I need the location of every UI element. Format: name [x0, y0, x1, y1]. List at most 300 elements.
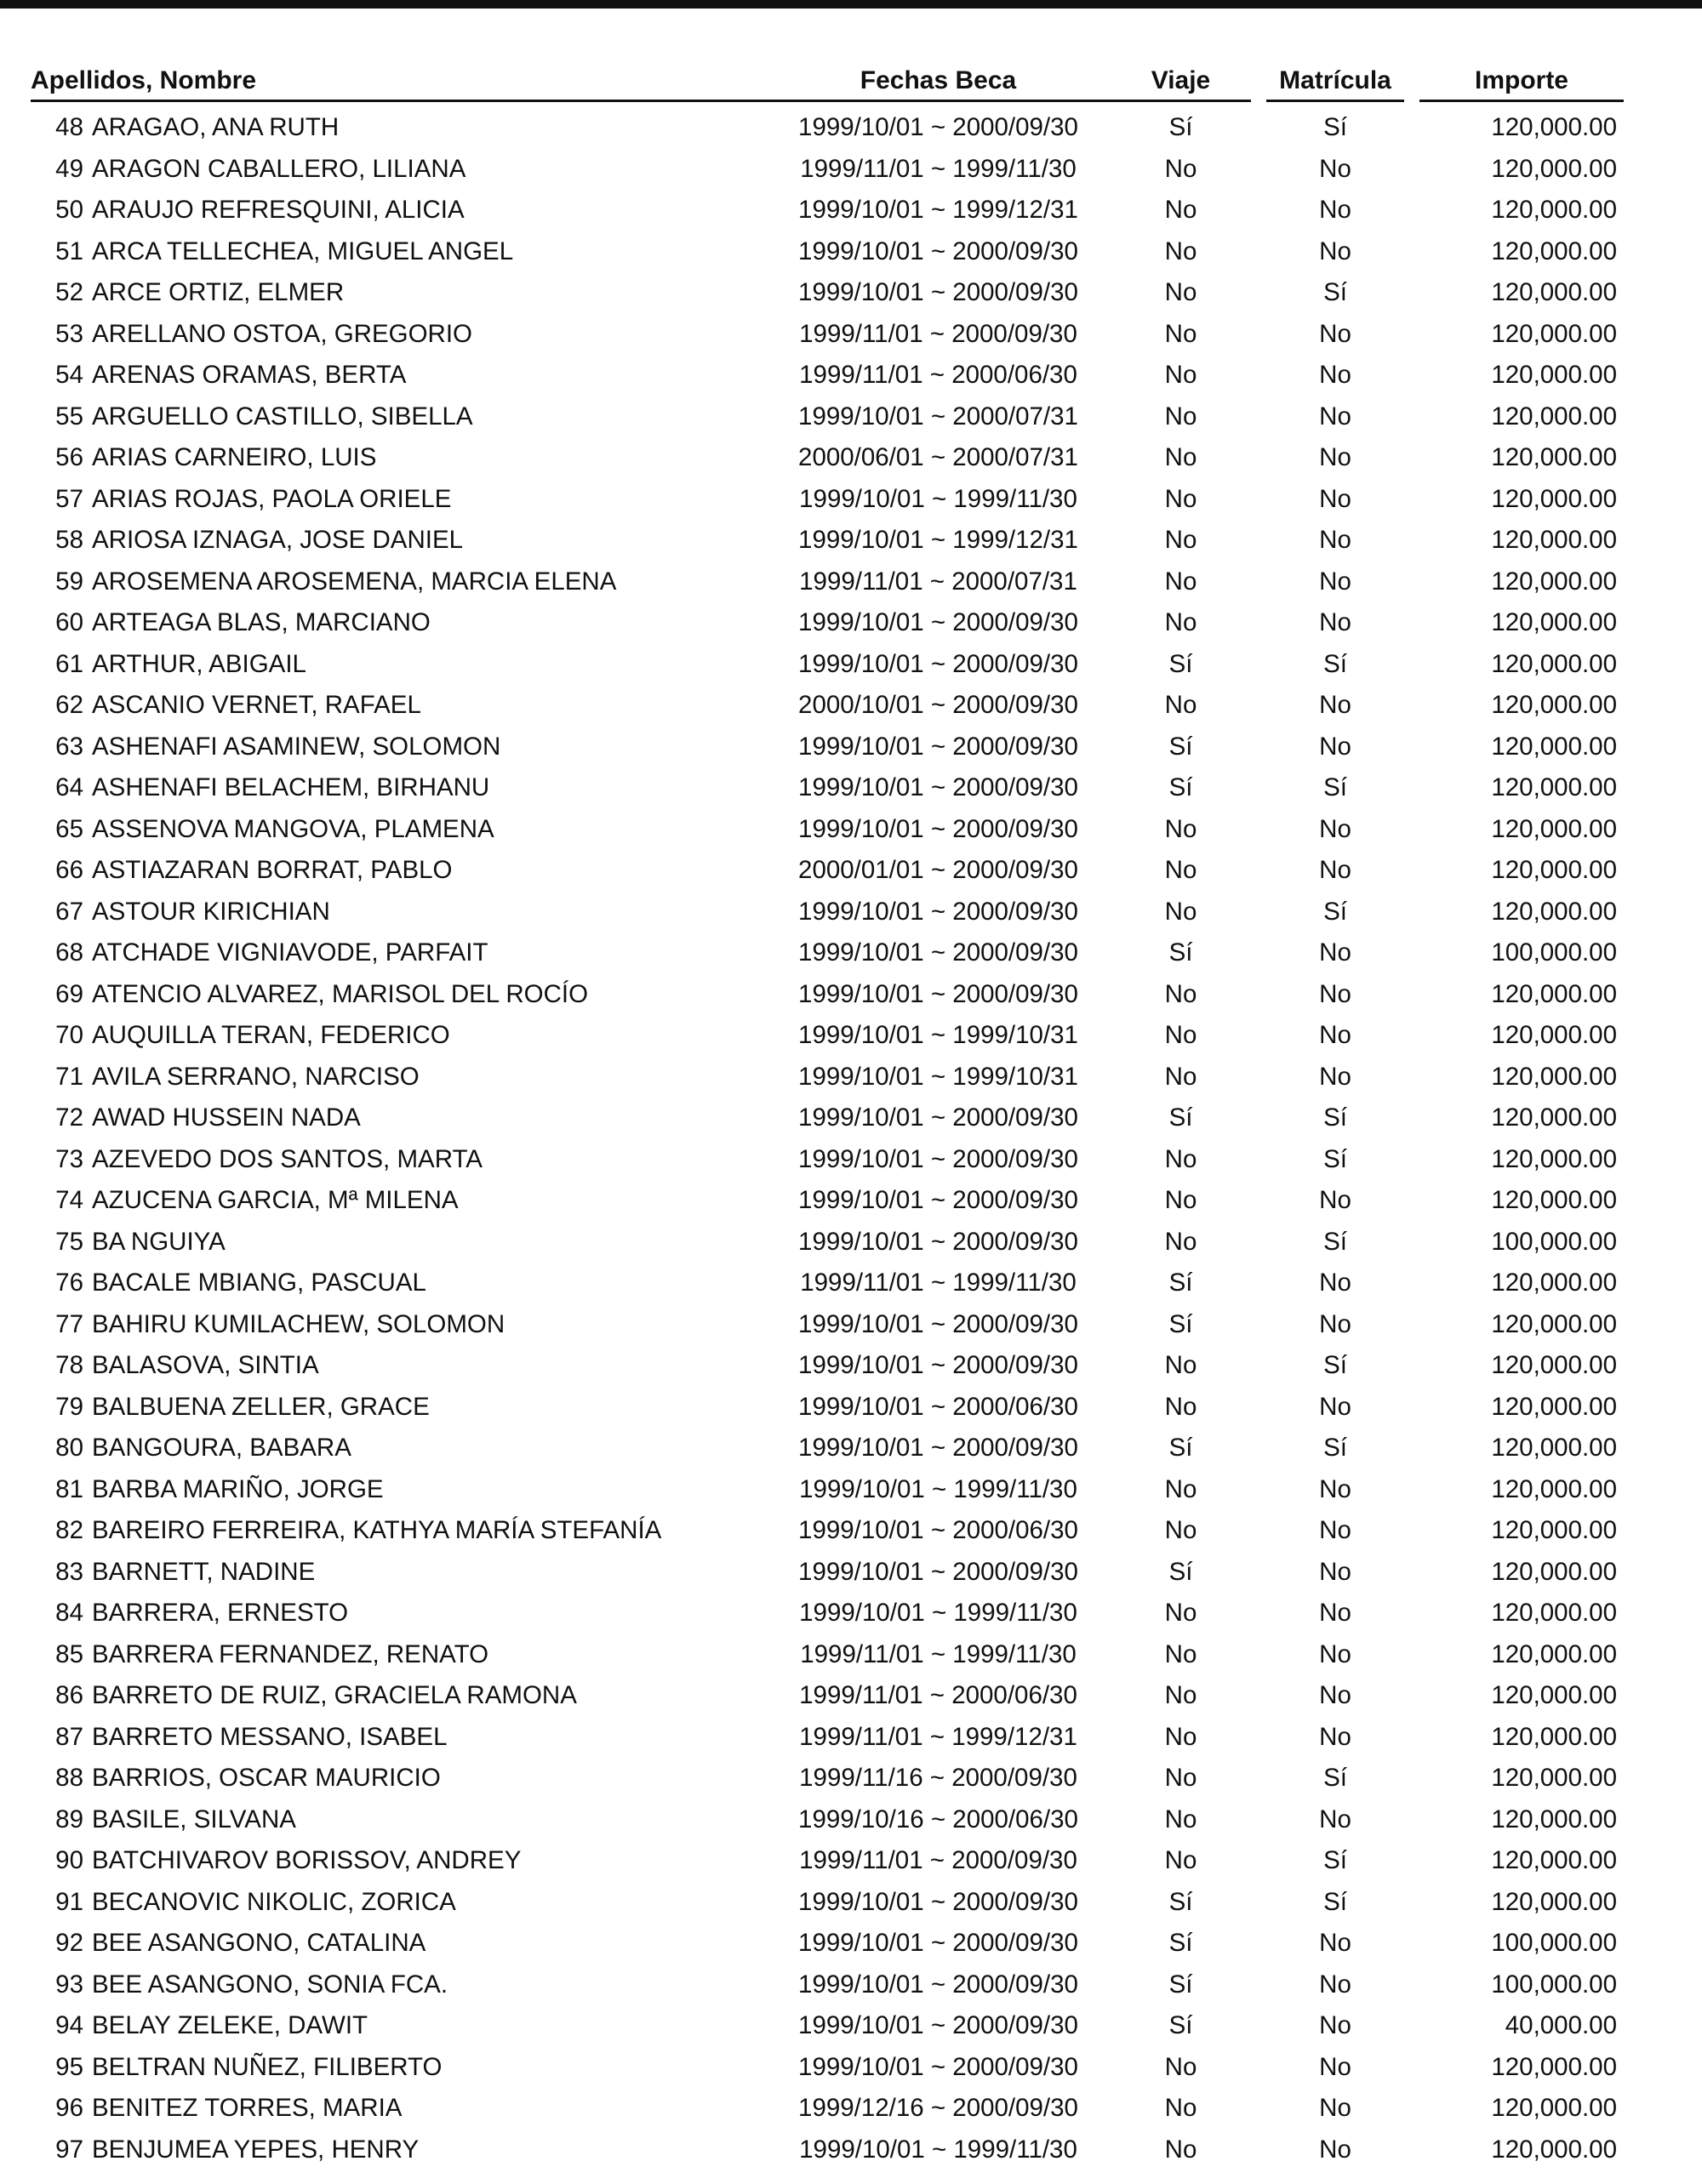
row-name: ARIAS CARNEIRO, LUIS	[92, 443, 377, 471]
row-dates: 1999/10/01 ~ 2000/09/30	[798, 278, 1078, 306]
row-name: BECANOVIC NIKOLIC, ZORICA	[92, 1887, 456, 1916]
row-name: ARENAS ORAMAS, BERTA	[92, 361, 407, 389]
row-name: ASHENAFI BELACHEM, BIRHANU	[92, 773, 490, 801]
table-row	[0, 1510, 1702, 1552]
row-number: 73	[55, 1144, 83, 1173]
row-dates: 1999/10/01 ~ 2000/06/30	[798, 1392, 1078, 1421]
row-dates: 1999/10/01 ~ 2000/09/30	[798, 649, 1078, 678]
row-importe: 120,000.00	[1491, 567, 1617, 596]
table-row	[0, 1345, 1702, 1387]
row-number: 72	[55, 1103, 83, 1132]
row-number: 74	[55, 1186, 83, 1214]
row-importe: 120,000.00	[1491, 1021, 1617, 1049]
row-name: BENJUMEA YEPES, HENRY	[92, 2135, 420, 2164]
header-viaje: Viaje	[1111, 66, 1251, 102]
row-viaje: Sí	[1168, 1929, 1193, 1957]
row-importe: 120,000.00	[1491, 443, 1617, 471]
row-matricula: No	[1319, 319, 1351, 348]
row-number: 69	[55, 979, 83, 1008]
row-matricula: No	[1319, 1186, 1351, 1214]
row-name: BARRIOS, OSCAR MAURICIO	[92, 1764, 441, 1792]
row-name: BARBA MARIÑO, JORGE	[92, 1474, 384, 1503]
row-dates: 1999/10/01 ~ 1999/11/30	[799, 1474, 1077, 1503]
table-row	[0, 1469, 1702, 1511]
row-viaje: No	[1164, 1639, 1197, 1668]
row-number: 83	[55, 1557, 83, 1586]
row-importe: 120,000.00	[1491, 526, 1617, 554]
row-name: BELTRAN NUÑEZ, FILIBERTO	[92, 2052, 443, 2081]
row-matricula: No	[1319, 814, 1351, 843]
row-dates: 1999/10/01 ~ 2000/09/30	[798, 732, 1078, 761]
row-number: 76	[55, 1269, 83, 1297]
row-dates: 1999/10/01 ~ 2000/09/30	[798, 1227, 1078, 1256]
row-viaje: Sí	[1168, 773, 1193, 801]
row-viaje: No	[1164, 1681, 1197, 1709]
row-importe: 120,000.00	[1491, 773, 1617, 801]
row-dates: 1999/10/01 ~ 2000/09/30	[798, 938, 1078, 967]
row-matricula: No	[1319, 1474, 1351, 1503]
table-row	[0, 1180, 1702, 1222]
row-dates: 1999/10/01 ~ 2000/09/30	[798, 1186, 1078, 1214]
row-name: AZEVEDO DOS SANTOS, MARTA	[92, 1144, 483, 1173]
row-importe: 120,000.00	[1491, 1474, 1617, 1503]
table-row	[0, 1882, 1702, 1924]
row-name: ASSENOVA MANGOVA, PLAMENA	[92, 814, 494, 843]
row-importe: 120,000.00	[1491, 2094, 1617, 2122]
row-matricula: No	[1319, 526, 1351, 554]
row-viaje: No	[1164, 567, 1197, 596]
table-row	[0, 396, 1702, 438]
row-name: ARIAS ROJAS, PAOLA ORIELE	[92, 484, 452, 513]
row-matricula: No	[1319, 2052, 1351, 2081]
row-viaje: No	[1164, 691, 1197, 719]
row-dates: 1999/11/01 ~ 2000/06/30	[799, 1681, 1077, 1709]
row-importe: 120,000.00	[1491, 319, 1617, 348]
row-dates: 1999/10/01 ~ 2000/09/30	[798, 2052, 1078, 2081]
row-name: BANGOURA, BABARA	[92, 1434, 351, 1462]
row-name: BAHIRU KUMILACHEW, SOLOMON	[92, 1309, 505, 1338]
row-viaje: No	[1164, 1599, 1197, 1627]
row-name: BATCHIVAROV BORISSOV, ANDREY	[92, 1846, 522, 1874]
row-dates: 1999/11/01 ~ 1999/12/31	[799, 1722, 1077, 1751]
row-matricula: No	[1319, 1557, 1351, 1586]
row-matricula: Sí	[1323, 897, 1347, 926]
header-name: Apellidos, Nombre	[31, 66, 768, 102]
table-row	[0, 974, 1702, 1016]
row-importe: 120,000.00	[1491, 1392, 1617, 1421]
row-importe: 120,000.00	[1491, 649, 1617, 678]
row-dates: 1999/10/01 ~ 1999/12/31	[798, 196, 1078, 224]
row-importe: 120,000.00	[1491, 1144, 1617, 1173]
row-dates: 1999/10/01 ~ 2000/09/30	[798, 897, 1078, 926]
row-dates: 1999/10/01 ~ 2000/09/30	[798, 814, 1078, 843]
row-number: 61	[55, 649, 83, 678]
row-importe: 120,000.00	[1491, 732, 1617, 761]
row-number: 91	[55, 1887, 83, 1916]
row-importe: 120,000.00	[1491, 979, 1617, 1008]
row-viaje: No	[1164, 2094, 1197, 2122]
row-importe: 120,000.00	[1491, 1351, 1617, 1379]
row-matricula: No	[1319, 1392, 1351, 1421]
row-viaje: No	[1164, 361, 1197, 389]
row-number: 62	[55, 691, 83, 719]
row-name: BA NGUIYA	[92, 1227, 226, 1256]
table-row	[0, 190, 1702, 231]
table-row	[0, 932, 1702, 974]
row-matricula: No	[1319, 1929, 1351, 1957]
row-matricula: No	[1319, 1722, 1351, 1751]
table-row	[0, 2047, 1702, 2089]
table-row	[0, 355, 1702, 396]
table-row	[0, 1758, 1702, 1799]
table-row	[0, 1964, 1702, 2006]
row-matricula: No	[1319, 938, 1351, 967]
row-number: 84	[55, 1599, 83, 1627]
row-matricula: No	[1319, 154, 1351, 183]
row-importe: 120,000.00	[1491, 1062, 1617, 1091]
row-viaje: No	[1164, 897, 1197, 926]
row-viaje: No	[1164, 402, 1197, 431]
row-matricula: No	[1319, 2135, 1351, 2164]
row-importe: 120,000.00	[1491, 1887, 1617, 1916]
row-dates: 1999/10/01 ~ 2000/09/30	[798, 1970, 1078, 1999]
row-importe: 120,000.00	[1491, 484, 1617, 513]
row-matricula: No	[1319, 1062, 1351, 1091]
row-matricula: Sí	[1323, 1764, 1347, 1792]
table-row	[0, 1057, 1702, 1098]
row-number: 58	[55, 526, 83, 554]
row-viaje: No	[1164, 1722, 1197, 1751]
row-name: AUQUILLA TERAN, FEDERICO	[92, 1021, 450, 1049]
row-name: ASHENAFI ASAMINEW, SOLOMON	[92, 732, 501, 761]
row-number: 66	[55, 856, 83, 884]
table-row	[0, 767, 1702, 809]
row-dates: 1999/10/01 ~ 2000/09/30	[798, 1103, 1078, 1132]
row-matricula: No	[1319, 2094, 1351, 2122]
row-importe: 120,000.00	[1491, 1434, 1617, 1462]
row-importe: 120,000.00	[1491, 1309, 1617, 1338]
table-row	[0, 1593, 1702, 1634]
row-importe: 40,000.00	[1505, 2011, 1617, 2039]
row-name: BARRETO DE RUIZ, GRACIELA RAMONA	[92, 1681, 577, 1709]
row-matricula: No	[1319, 361, 1351, 389]
row-matricula: No	[1319, 1681, 1351, 1709]
row-name: BAREIRO FERREIRA, KATHYA MARÍA STEFANÍA	[92, 1516, 662, 1544]
table-row	[0, 1717, 1702, 1759]
table-row	[0, 1675, 1702, 1717]
row-matricula: Sí	[1323, 1887, 1347, 1916]
row-viaje: Sí	[1168, 1557, 1193, 1586]
row-name: ATENCIO ALVAREZ, MARISOL DEL ROCÍO	[92, 979, 589, 1008]
row-number: 51	[55, 237, 83, 265]
row-matricula: Sí	[1323, 1103, 1347, 1132]
row-viaje: No	[1164, 1474, 1197, 1503]
table-row	[0, 1098, 1702, 1139]
row-matricula: No	[1319, 732, 1351, 761]
row-matricula: Sí	[1323, 1144, 1347, 1173]
row-dates: 1999/10/01 ~ 2000/09/30	[798, 1309, 1078, 1338]
row-viaje: No	[1164, 484, 1197, 513]
row-dates: 1999/10/01 ~ 2000/09/30	[798, 1557, 1078, 1586]
row-viaje: Sí	[1168, 1434, 1193, 1462]
row-number: 89	[55, 1805, 83, 1833]
row-matricula: Sí	[1323, 773, 1347, 801]
table-header	[0, 66, 1702, 105]
row-viaje: No	[1164, 2135, 1197, 2164]
row-viaje: Sí	[1168, 649, 1193, 678]
table-row	[0, 1799, 1702, 1841]
row-number: 53	[55, 319, 83, 348]
row-viaje: No	[1164, 1516, 1197, 1544]
table-row	[0, 314, 1702, 356]
row-matricula: Sí	[1323, 1351, 1347, 1379]
row-number: 54	[55, 361, 83, 389]
row-importe: 120,000.00	[1491, 2135, 1617, 2164]
row-name: ARCE ORTIZ, ELMER	[92, 278, 345, 306]
row-dates: 2000/06/01 ~ 2000/07/31	[798, 443, 1078, 471]
row-viaje: No	[1164, 1062, 1197, 1091]
row-importe: 120,000.00	[1491, 1516, 1617, 1544]
row-name: BALBUENA ZELLER, GRACE	[92, 1392, 430, 1421]
table-row	[0, 809, 1702, 851]
row-importe: 100,000.00	[1491, 1929, 1617, 1957]
row-viaje: No	[1164, 1392, 1197, 1421]
row-name: ARCA TELLECHEA, MIGUEL ANGEL	[92, 237, 514, 265]
row-importe: 100,000.00	[1491, 1970, 1617, 1999]
row-importe: 120,000.00	[1491, 2052, 1617, 2081]
row-dates: 1999/10/01 ~ 2000/09/30	[798, 979, 1078, 1008]
row-importe: 120,000.00	[1491, 1764, 1617, 1792]
row-number: 96	[55, 2094, 83, 2122]
row-matricula: No	[1319, 1599, 1351, 1627]
row-viaje: No	[1164, 1764, 1197, 1792]
row-number: 79	[55, 1392, 83, 1421]
row-viaje: Sí	[1168, 1103, 1193, 1132]
table-row	[0, 2005, 1702, 2047]
row-dates: 1999/11/01 ~ 2000/09/30	[799, 319, 1077, 348]
row-viaje: Sí	[1168, 2011, 1193, 2039]
row-name: ARIOSA IZNAGA, JOSE DANIEL	[92, 526, 464, 554]
row-importe: 100,000.00	[1491, 1227, 1617, 1256]
row-dates: 1999/10/01 ~ 2000/09/30	[798, 608, 1078, 636]
row-dates: 1999/10/01 ~ 1999/11/30	[799, 1599, 1077, 1627]
table-row	[0, 2088, 1702, 2130]
row-dates: 1999/10/01 ~ 2000/09/30	[798, 1929, 1078, 1957]
row-importe: 120,000.00	[1491, 1186, 1617, 1214]
row-matricula: No	[1319, 1805, 1351, 1833]
row-importe: 120,000.00	[1491, 154, 1617, 183]
row-dates: 1999/10/01 ~ 2000/09/30	[798, 1351, 1078, 1379]
row-name: BACALE MBIANG, PASCUAL	[92, 1269, 426, 1297]
table-row	[0, 562, 1702, 603]
row-name: BASILE, SILVANA	[92, 1805, 296, 1833]
row-dates: 1999/10/01 ~ 2000/09/30	[798, 113, 1078, 141]
header-importe: Importe	[1419, 66, 1624, 102]
header-dates: Fechas Beca	[766, 66, 1111, 102]
row-importe: 120,000.00	[1491, 196, 1617, 224]
row-viaje: Sí	[1168, 938, 1193, 967]
row-dates: 1999/10/01 ~ 1999/12/31	[798, 526, 1078, 554]
row-name: ARAGON CABALLERO, LILIANA	[92, 154, 466, 183]
table-row	[0, 107, 1702, 149]
row-matricula: No	[1319, 1021, 1351, 1049]
table-row	[0, 727, 1702, 768]
row-name: ATCHADE VIGNIAVODE, PARFAIT	[92, 938, 488, 967]
row-importe: 120,000.00	[1491, 1681, 1617, 1709]
row-number: 92	[55, 1929, 83, 1957]
row-importe: 120,000.00	[1491, 237, 1617, 265]
row-matricula: Sí	[1323, 113, 1347, 141]
row-number: 59	[55, 567, 83, 596]
row-dates: 1999/11/01 ~ 1999/11/30	[800, 154, 1077, 183]
row-dates: 1999/10/01 ~ 2000/09/30	[798, 1887, 1078, 1916]
row-viaje: No	[1164, 154, 1197, 183]
row-dates: 1999/10/01 ~ 2000/09/30	[798, 773, 1078, 801]
row-dates: 2000/01/01 ~ 2000/09/30	[798, 856, 1078, 884]
row-dates: 1999/12/16 ~ 2000/09/30	[798, 2094, 1078, 2122]
row-number: 90	[55, 1846, 83, 1874]
row-viaje: No	[1164, 1021, 1197, 1049]
row-number: 52	[55, 278, 83, 306]
row-viaje: Sí	[1168, 1970, 1193, 1999]
row-dates: 1999/10/01 ~ 1999/10/31	[798, 1021, 1078, 1049]
row-importe: 120,000.00	[1491, 608, 1617, 636]
row-number: 94	[55, 2011, 83, 2039]
table-row	[0, 685, 1702, 727]
row-number: 49	[55, 154, 83, 183]
row-viaje: No	[1164, 1805, 1197, 1833]
row-name: ARTHUR, ABIGAIL	[92, 649, 306, 678]
row-matricula: No	[1319, 196, 1351, 224]
row-number: 67	[55, 897, 83, 926]
row-number: 80	[55, 1434, 83, 1462]
row-number: 65	[55, 814, 83, 843]
row-dates: 1999/11/01 ~ 2000/06/30	[799, 361, 1077, 389]
row-number: 64	[55, 773, 83, 801]
row-dates: 1999/10/01 ~ 1999/11/30	[799, 484, 1077, 513]
row-matricula: No	[1319, 1309, 1351, 1338]
table-row	[0, 1840, 1702, 1882]
row-matricula: No	[1319, 1516, 1351, 1544]
table-row	[0, 1923, 1702, 1964]
row-matricula: Sí	[1323, 1434, 1347, 1462]
row-dates: 1999/10/01 ~ 2000/09/30	[798, 1144, 1078, 1173]
row-viaje: Sí	[1168, 1309, 1193, 1338]
row-matricula: Sí	[1323, 649, 1347, 678]
row-name: ARELLANO OSTOA, GREGORIO	[92, 319, 472, 348]
row-importe: 120,000.00	[1491, 1846, 1617, 1874]
row-importe: 100,000.00	[1491, 938, 1617, 967]
row-matricula: No	[1319, 484, 1351, 513]
row-name: BEE ASANGONO, SONIA FCA.	[92, 1970, 448, 1999]
row-name: BARRERA, ERNESTO	[92, 1599, 349, 1627]
row-viaje: No	[1164, 319, 1197, 348]
row-importe: 120,000.00	[1491, 1599, 1617, 1627]
table-row	[0, 1222, 1702, 1263]
row-importe: 120,000.00	[1491, 856, 1617, 884]
row-viaje: No	[1164, 814, 1197, 843]
row-number: 86	[55, 1681, 83, 1709]
row-name: BALASOVA, SINTIA	[92, 1351, 319, 1379]
row-viaje: No	[1164, 278, 1197, 306]
row-viaje: Sí	[1168, 113, 1193, 141]
row-dates: 1999/11/01 ~ 1999/11/30	[800, 1639, 1077, 1668]
table-row	[0, 272, 1702, 314]
row-dates: 1999/10/01 ~ 2000/06/30	[798, 1516, 1078, 1544]
header-matricula: Matrícula	[1266, 66, 1404, 102]
row-matricula: No	[1319, 2011, 1351, 2039]
row-viaje: No	[1164, 2052, 1197, 2081]
row-importe: 120,000.00	[1491, 113, 1617, 141]
row-dates: 1999/11/01 ~ 1999/11/30	[800, 1269, 1077, 1297]
row-viaje: Sí	[1168, 732, 1193, 761]
row-number: 60	[55, 608, 83, 636]
table-row	[0, 1304, 1702, 1346]
row-importe: 120,000.00	[1491, 1639, 1617, 1668]
table-row	[0, 479, 1702, 521]
table-row	[0, 1139, 1702, 1181]
row-dates: 1999/10/16 ~ 2000/06/30	[798, 1805, 1078, 1833]
row-importe: 120,000.00	[1491, 814, 1617, 843]
row-matricula: No	[1319, 1269, 1351, 1297]
row-name: AZUCENA GARCIA, Mª MILENA	[92, 1186, 459, 1214]
row-viaje: No	[1164, 1144, 1197, 1173]
row-dates: 1999/10/01 ~ 2000/09/30	[798, 237, 1078, 265]
row-matricula: No	[1319, 979, 1351, 1008]
table-row	[0, 1428, 1702, 1469]
row-name: AROSEMENA AROSEMENA, MARCIA ELENA	[92, 567, 617, 596]
row-matricula: No	[1319, 567, 1351, 596]
row-name: ASTOUR KIRICHIAN	[92, 897, 330, 926]
row-number: 88	[55, 1764, 83, 1792]
row-matricula: No	[1319, 608, 1351, 636]
table-row	[0, 644, 1702, 686]
row-matricula: Sí	[1323, 1846, 1347, 1874]
table-row	[0, 1263, 1702, 1304]
row-number: 78	[55, 1351, 83, 1379]
row-name: BELAY ZELEKE, DAWIT	[92, 2011, 368, 2039]
row-matricula: No	[1319, 1970, 1351, 1999]
table-row	[0, 2130, 1702, 2171]
row-name: BEE ASANGONO, CATALINA	[92, 1929, 426, 1957]
row-name: BENITEZ TORRES, MARIA	[92, 2094, 403, 2122]
row-importe: 120,000.00	[1491, 1557, 1617, 1586]
table-body	[0, 107, 1702, 2170]
row-importe: 120,000.00	[1491, 278, 1617, 306]
row-viaje: No	[1164, 1227, 1197, 1256]
row-matricula: No	[1319, 237, 1351, 265]
row-importe: 120,000.00	[1491, 402, 1617, 431]
table-row	[0, 1015, 1702, 1057]
row-importe: 120,000.00	[1491, 691, 1617, 719]
row-importe: 120,000.00	[1491, 361, 1617, 389]
row-number: 75	[55, 1227, 83, 1256]
row-number: 82	[55, 1516, 83, 1544]
row-number: 48	[55, 113, 83, 141]
row-importe: 120,000.00	[1491, 1805, 1617, 1833]
row-matricula: No	[1319, 856, 1351, 884]
row-dates: 1999/11/01 ~ 2000/09/30	[799, 1846, 1077, 1874]
row-matricula: Sí	[1323, 278, 1347, 306]
row-name: ARAUJO REFRESQUINI, ALICIA	[92, 196, 465, 224]
row-matricula: No	[1319, 402, 1351, 431]
row-dates: 1999/11/01 ~ 2000/07/31	[799, 567, 1077, 596]
row-dates: 1999/10/01 ~ 2000/07/31	[798, 402, 1078, 431]
row-viaje: No	[1164, 1846, 1197, 1874]
row-dates: 1999/10/01 ~ 2000/09/30	[798, 2011, 1078, 2039]
row-viaje: No	[1164, 1186, 1197, 1214]
row-name: ARAGAO, ANA RUTH	[92, 113, 340, 141]
